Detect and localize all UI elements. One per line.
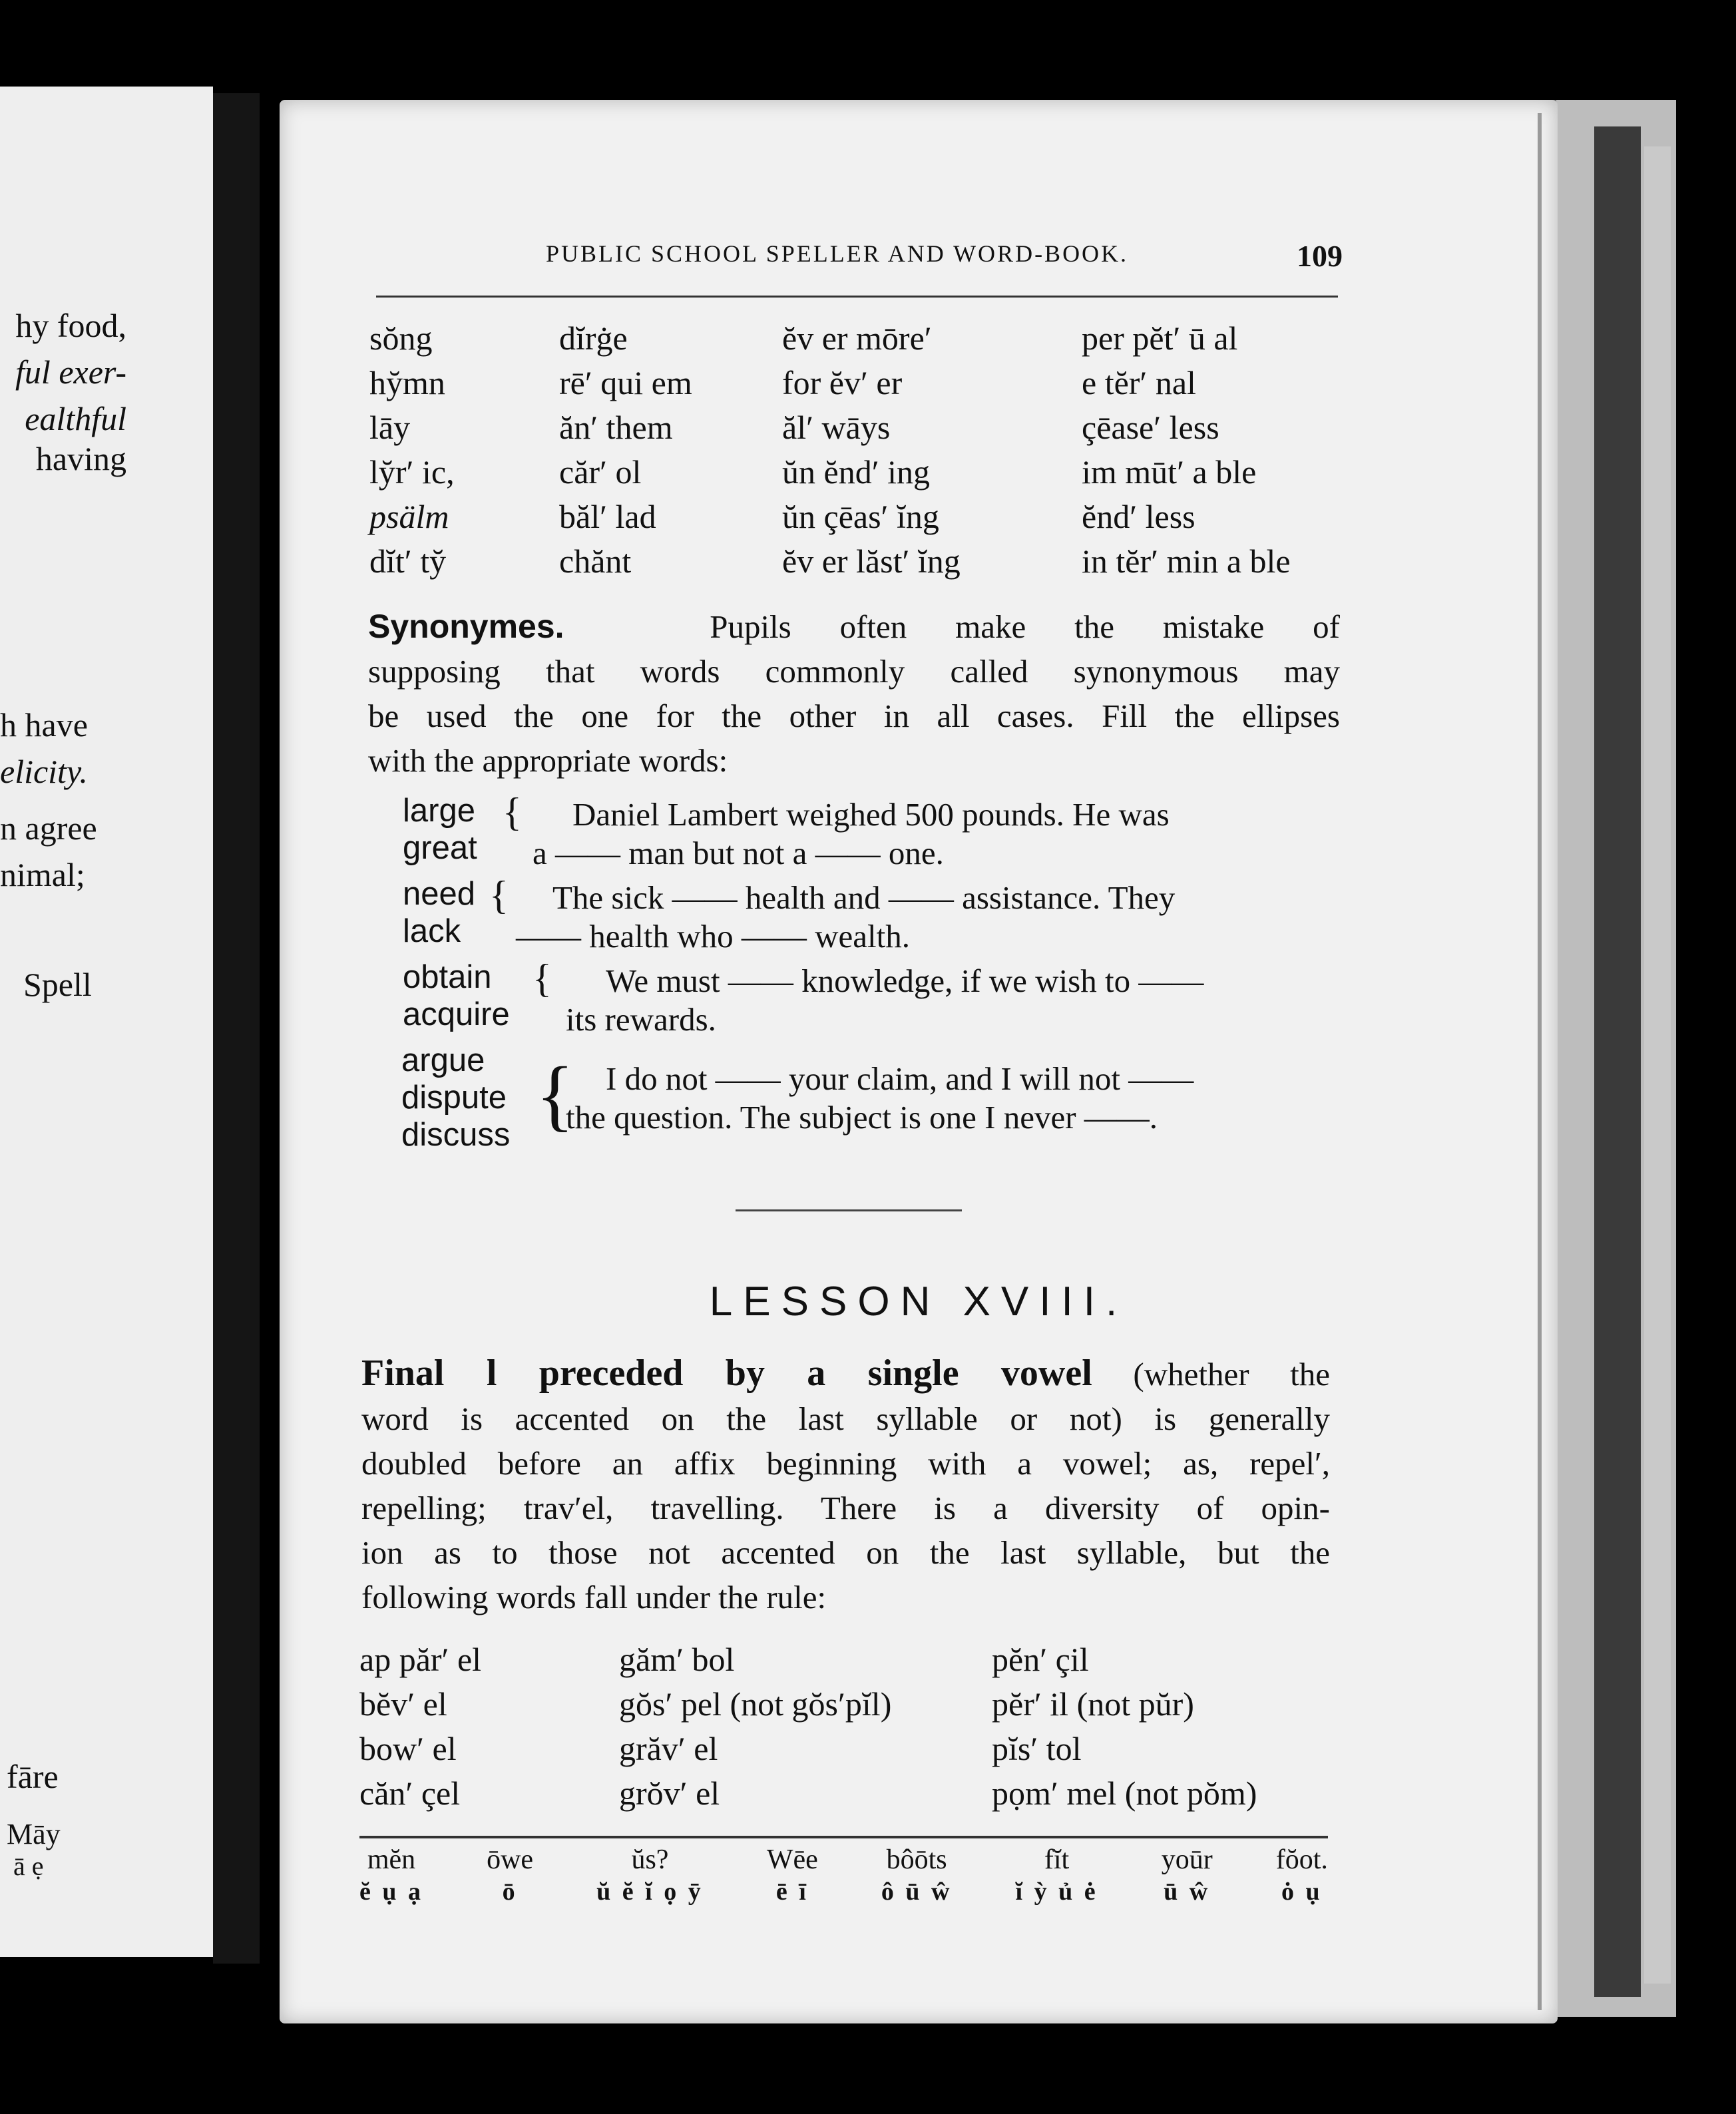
word: chănt: [559, 542, 632, 580]
left-fragment: h have: [0, 706, 88, 743]
page-number: 109: [1297, 239, 1343, 273]
exercise-line: its rewards.: [566, 1001, 716, 1038]
left-fragment: Māy: [7, 1818, 61, 1850]
synonym-word: dispute: [401, 1080, 507, 1116]
word: psälm: [369, 498, 449, 535]
key-symbols: ē ī: [775, 1878, 809, 1906]
word-column-2: [559, 316, 692, 584]
rule-line: doubled before an affix beginning with a vowel; as, repel′,: [361, 1445, 1330, 1482]
word: pọm′ mel (not pŏm): [992, 1775, 1257, 1812]
page-fold-line: [1538, 113, 1542, 2010]
word: bĕv′ el: [359, 1685, 447, 1723]
exercise-line: —— health who —— wealth.: [516, 918, 910, 954]
key-word: bôōts: [886, 1844, 947, 1875]
key-entry: [487, 1844, 533, 1908]
word: dĭt′ ty̆: [369, 542, 447, 580]
key-entry: [1016, 1844, 1098, 1908]
brace: {: [536, 1050, 574, 1139]
word-column-1: [369, 316, 455, 584]
running-title: PUBLIC SCHOOL SPELLER AND WORD-BOOK.: [546, 240, 1129, 267]
intro-line: supposing that words commonly called synonymous may: [368, 653, 1340, 690]
left-fragment: elicity.: [0, 753, 88, 790]
lesson-column-1: [359, 1637, 481, 1816]
key-symbols: ŭ ĕ ĭ ọ ȳ: [596, 1878, 704, 1906]
word: pĕn′ çil: [992, 1641, 1089, 1678]
intro-line: Pupils often make the mistake of: [710, 608, 1340, 645]
key-entry: [1276, 1844, 1328, 1908]
key-entry: [1162, 1844, 1213, 1908]
synonym-word: great: [403, 830, 477, 866]
synonym-group-4-text: [566, 1060, 1338, 1137]
lesson-title: LESSON XVIII.: [709, 1279, 1128, 1325]
word: for ĕv′ er: [782, 364, 903, 401]
rule-line: ion as to those not accented on the last syllable, but the: [361, 1534, 1330, 1571]
word: ŭn çēas′ ĭng: [782, 498, 939, 535]
word: băl′ lad: [559, 498, 656, 535]
synonym-word: obtain: [403, 959, 492, 995]
synonym-word: acquire: [403, 996, 510, 1032]
exercise-line: the question. The subject is one I never ——.: [566, 1099, 1158, 1136]
synonym-group-3-words: [403, 958, 510, 1033]
synonym-word: lack: [403, 913, 461, 949]
lesson-column-3: [992, 1637, 1257, 1816]
lesson-rule: [361, 1351, 1330, 1619]
brace: {: [503, 790, 522, 834]
book-gutter: [213, 93, 260, 1964]
word: per pĕt′ ū al: [1082, 319, 1238, 357]
word: gŏs′ pel (not gŏs′pĭl): [619, 1685, 892, 1723]
key-entry: [767, 1844, 818, 1908]
word: çēase′ less: [1082, 409, 1219, 446]
word: ly̆r′ ic,: [369, 453, 455, 491]
left-fragment: ful exer-: [15, 353, 126, 391]
key-entry: [596, 1844, 704, 1908]
key-word: yoūr: [1161, 1844, 1213, 1875]
brace: {: [533, 956, 552, 1000]
word: căr′ ol: [559, 453, 642, 491]
key-symbols: ô ū ŵ: [881, 1878, 953, 1906]
left-fragment: n agree: [0, 809, 97, 847]
left-fragment: ealthful: [25, 400, 126, 437]
brace: {: [489, 873, 509, 917]
word: ap păr′ el: [359, 1641, 482, 1678]
synonym-group-4-words: [401, 1042, 510, 1154]
word: hy̆mn: [369, 364, 445, 401]
key-word: Wēe: [766, 1844, 818, 1875]
word: in tĕr′ min a ble: [1082, 542, 1291, 580]
key-word: ŭs?: [631, 1844, 669, 1875]
word: rē′ qui em: [559, 364, 692, 401]
synonym-word: large: [403, 793, 475, 829]
word: căn′ çel: [359, 1775, 461, 1812]
left-fragment: Spell: [23, 966, 92, 1003]
synonym-word: need: [403, 876, 476, 912]
word: sŏng: [369, 319, 433, 357]
word: ŭn ĕnd′ ing: [782, 453, 931, 491]
page-edges-outer: [1644, 146, 1671, 1984]
key-word: fŏot.: [1275, 1844, 1328, 1875]
word: dĭrġe: [559, 319, 628, 357]
exercise-line: We must —— knowledge, if we wish to ——: [606, 962, 1204, 999]
exercise-line: The sick —— health and —— assistance. They: [552, 879, 1176, 916]
word: grăv′ el: [619, 1730, 718, 1767]
key-entry: [359, 1844, 423, 1908]
word: ĕnd′ less: [1082, 498, 1195, 535]
word: e tĕr′ nal: [1082, 364, 1196, 401]
left-fragment: nimal;: [0, 856, 85, 893]
key-symbols: ĭ ỳ ủ ė: [1015, 1878, 1098, 1906]
word: găm′ bol: [619, 1641, 735, 1678]
key-symbols: ȯ ụ: [1281, 1878, 1323, 1906]
word: pĭs′ tol: [992, 1730, 1082, 1767]
exercise-line: a —— man but not a —— one.: [533, 835, 944, 871]
key-entry: [881, 1844, 953, 1908]
key-word: mĕn: [367, 1844, 416, 1875]
left-fragment: having: [35, 440, 126, 477]
section-divider: [736, 1209, 962, 1211]
synonym-group-1-text: [533, 795, 1338, 873]
exercise-line: Daniel Lambert weighed 500 pounds. He was: [572, 796, 1170, 833]
word: ĕv er mōre′: [782, 319, 932, 357]
lesson-column-2: [619, 1637, 891, 1816]
word-column-4: [1082, 316, 1291, 584]
synonym-group-3-text: [566, 962, 1338, 1039]
pronunciation-key: [359, 1844, 1328, 1908]
left-fragment: hy food,: [15, 307, 126, 344]
word: grŏv′ el: [619, 1775, 720, 1812]
synonym-group-2-words: [403, 875, 475, 950]
synonym-word: argue: [401, 1042, 485, 1078]
exercise-line: I do not —— your claim, and I will not ——: [606, 1060, 1194, 1097]
rule-lead: Final l preceded by a single vowel: [361, 1353, 1092, 1394]
previous-page: [0, 87, 213, 1957]
rule-line: word is accented on the last syllable or not) is generally: [361, 1400, 1330, 1437]
word: ăn′ them: [559, 409, 673, 446]
left-fragment: fāre: [7, 1758, 59, 1795]
page-edges-shadow: [1594, 126, 1641, 1997]
intro-line: with the appropriate words:: [368, 742, 728, 779]
key-symbols: ĕ ụ ạ: [359, 1878, 423, 1906]
synonymes-heading: Synonymes.: [368, 608, 564, 645]
word: bow′ el: [359, 1730, 457, 1767]
synonymes-intro: [368, 604, 1340, 783]
rule-line: following words fall under the rule:: [361, 1579, 827, 1615]
word: im mūt′ a ble: [1082, 453, 1257, 491]
footer-rule: [359, 1836, 1328, 1838]
synonym-group-1-words: [403, 792, 477, 867]
intro-line: be used the one for the other in all cases. Fill the ellipses: [368, 698, 1340, 734]
word: pĕr′ il (not pŭr): [992, 1685, 1194, 1723]
key-symbols: ō: [502, 1878, 518, 1906]
word: lāy: [369, 409, 411, 446]
word: ăl′ wāys: [782, 409, 891, 446]
word: ĕv er lăst′ ĭng: [782, 542, 961, 580]
key-word: fĭt: [1044, 1844, 1070, 1875]
synonym-group-2-text: [516, 879, 1338, 956]
left-fragment: ā ẹ: [13, 1851, 44, 1881]
word-column-3: [782, 316, 961, 584]
key-word: ōwe: [487, 1844, 534, 1875]
header-rule: [376, 296, 1338, 298]
rule-line: (whether the: [1133, 1356, 1330, 1392]
synonym-word: discuss: [401, 1117, 511, 1153]
rule-line: repelling; trav′el, travelling. There is a diversity of opin-: [361, 1490, 1330, 1526]
key-symbols: ū ŵ: [1164, 1878, 1211, 1906]
